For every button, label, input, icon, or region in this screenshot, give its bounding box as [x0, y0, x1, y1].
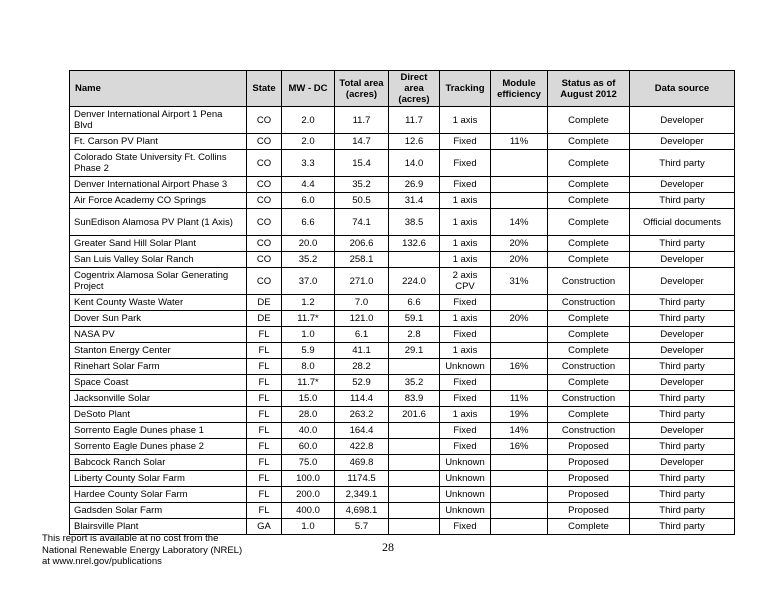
- cell-name: Ft. Carson PV Plant: [70, 134, 247, 150]
- cell-module-efficiency: [491, 375, 548, 391]
- table-row: [70, 359, 735, 375]
- cell-total-area: 52.9: [335, 375, 389, 391]
- cell-mw-dc: 4.4: [282, 177, 335, 193]
- cell-state: DE: [247, 311, 282, 327]
- cell-status: Proposed: [548, 439, 630, 455]
- cell-data-source: Third party: [630, 150, 735, 177]
- cell-name: Cogentrix Alamosa Solar Generating Project: [70, 268, 247, 295]
- cell-total-area: 422.8: [335, 439, 389, 455]
- cell-module-efficiency: [491, 193, 548, 209]
- cell-state: CO: [247, 209, 282, 236]
- cell-state: FL: [247, 343, 282, 359]
- table-row: [70, 177, 735, 193]
- cell-mw-dc: 75.0: [282, 455, 335, 471]
- cell-status: Complete: [548, 311, 630, 327]
- cell-name: Jacksonville Solar: [70, 391, 247, 407]
- cell-direct-area: [389, 519, 440, 535]
- cell-tracking: Fixed: [440, 295, 491, 311]
- cell-state: CO: [247, 107, 282, 134]
- cell-total-area: 6.1: [335, 327, 389, 343]
- cell-total-area: 4,698.1: [335, 503, 389, 519]
- cell-direct-area: [389, 487, 440, 503]
- cell-data-source: Developer: [630, 177, 735, 193]
- cell-tracking: 1 axis: [440, 407, 491, 423]
- cell-mw-dc: 1.2: [282, 295, 335, 311]
- cell-mw-dc: 15.0: [282, 391, 335, 407]
- cell-tracking: 1 axis: [440, 209, 491, 236]
- cell-direct-area: [389, 455, 440, 471]
- table-row: [70, 439, 735, 455]
- cell-name: Blairsville Plant: [70, 519, 247, 535]
- cell-name: NASA PV: [70, 327, 247, 343]
- cell-data-source: Third party: [630, 193, 735, 209]
- cell-status: Complete: [548, 209, 630, 236]
- cell-data-source: Official documents: [630, 209, 735, 236]
- cell-name: Sorrento Eagle Dunes phase 1: [70, 423, 247, 439]
- cell-mw-dc: 100.0: [282, 471, 335, 487]
- cell-module-efficiency: 16%: [491, 439, 548, 455]
- cell-state: FL: [247, 439, 282, 455]
- cell-module-efficiency: [491, 471, 548, 487]
- table-row: [70, 423, 735, 439]
- cell-status: Complete: [548, 327, 630, 343]
- cell-direct-area: 12.6: [389, 134, 440, 150]
- header-module-efficiency: Module efficiency: [491, 71, 548, 107]
- cell-status: Construction: [548, 359, 630, 375]
- cell-data-source: Developer: [630, 327, 735, 343]
- footer-note: [42, 533, 242, 568]
- cell-direct-area: [389, 423, 440, 439]
- cell-total-area: 164.4: [335, 423, 389, 439]
- cell-data-source: Third party: [630, 487, 735, 503]
- table-row: [70, 487, 735, 503]
- cell-direct-area: 6.6: [389, 295, 440, 311]
- cell-status: Complete: [548, 134, 630, 150]
- cell-total-area: 121.0: [335, 311, 389, 327]
- cell-total-area: 7.0: [335, 295, 389, 311]
- cell-mw-dc: 6.0: [282, 193, 335, 209]
- cell-name: Colorado State University Ft. Collins Phase 2: [70, 150, 247, 177]
- cell-module-efficiency: 20%: [491, 311, 548, 327]
- cell-module-efficiency: 11%: [491, 391, 548, 407]
- cell-name: Air Force Academy CO Springs: [70, 193, 247, 209]
- cell-name: Hardee County Solar Farm: [70, 487, 247, 503]
- cell-state: FL: [247, 407, 282, 423]
- table-row: [70, 268, 735, 295]
- cell-tracking: 1 axis: [440, 252, 491, 268]
- cell-total-area: 11.7: [335, 107, 389, 134]
- cell-module-efficiency: 14%: [491, 209, 548, 236]
- cell-tracking: Fixed: [440, 439, 491, 455]
- cell-direct-area: [389, 439, 440, 455]
- cell-state: CO: [247, 252, 282, 268]
- cell-data-source: Developer: [630, 423, 735, 439]
- cell-tracking: 1 axis: [440, 193, 491, 209]
- cell-state: GA: [247, 519, 282, 535]
- cell-mw-dc: 35.2: [282, 252, 335, 268]
- cell-total-area: 114.4: [335, 391, 389, 407]
- data-table-container: [69, 70, 734, 535]
- cell-data-source: Developer: [630, 107, 735, 134]
- cell-tracking: 1 axis: [440, 311, 491, 327]
- cell-name: Stanton Energy Center: [70, 343, 247, 359]
- cell-total-area: 35.2: [335, 177, 389, 193]
- cell-tracking: Unknown: [440, 455, 491, 471]
- cell-state: FL: [247, 503, 282, 519]
- cell-status: Construction: [548, 391, 630, 407]
- cell-status: Proposed: [548, 503, 630, 519]
- cell-total-area: 41.1: [335, 343, 389, 359]
- cell-module-efficiency: [491, 107, 548, 134]
- cell-tracking: Fixed: [440, 423, 491, 439]
- cell-direct-area: [389, 503, 440, 519]
- solar-plants-table: [69, 70, 735, 535]
- cell-direct-area: [389, 471, 440, 487]
- cell-state: DE: [247, 295, 282, 311]
- cell-name: Sorrento Eagle Dunes phase 2: [70, 439, 247, 455]
- cell-direct-area: 31.4: [389, 193, 440, 209]
- cell-direct-area: 2.8: [389, 327, 440, 343]
- cell-state: CO: [247, 193, 282, 209]
- table-row: [70, 375, 735, 391]
- cell-status: Complete: [548, 407, 630, 423]
- cell-mw-dc: 11.7*: [282, 311, 335, 327]
- header-status: Status as of August 2012: [548, 71, 630, 107]
- cell-name: Rinehart Solar Farm: [70, 359, 247, 375]
- table-row: [70, 252, 735, 268]
- header-row: [70, 71, 735, 107]
- cell-name: Greater Sand Hill Solar Plant: [70, 236, 247, 252]
- header-total-area: Total area (acres): [335, 71, 389, 107]
- cell-direct-area: 26.9: [389, 177, 440, 193]
- footer-note-line: This report is available at no cost from the: [42, 533, 219, 544]
- cell-mw-dc: 200.0: [282, 487, 335, 503]
- table-row: [70, 134, 735, 150]
- cell-mw-dc: 40.0: [282, 423, 335, 439]
- cell-tracking: Fixed: [440, 327, 491, 343]
- table-row: [70, 295, 735, 311]
- cell-module-efficiency: 19%: [491, 407, 548, 423]
- cell-mw-dc: 28.0: [282, 407, 335, 423]
- cell-tracking: Fixed: [440, 150, 491, 177]
- cell-state: FL: [247, 487, 282, 503]
- cell-direct-area: 59.1: [389, 311, 440, 327]
- cell-total-area: 5.7: [335, 519, 389, 535]
- cell-status: Complete: [548, 193, 630, 209]
- cell-tracking: Fixed: [440, 177, 491, 193]
- cell-mw-dc: 60.0: [282, 439, 335, 455]
- cell-module-efficiency: [491, 295, 548, 311]
- cell-module-efficiency: 16%: [491, 359, 548, 375]
- cell-module-efficiency: 14%: [491, 423, 548, 439]
- table-row: [70, 150, 735, 177]
- cell-state: CO: [247, 268, 282, 295]
- cell-total-area: 15.4: [335, 150, 389, 177]
- cell-state: CO: [247, 150, 282, 177]
- cell-name: Dover Sun Park: [70, 311, 247, 327]
- cell-direct-area: 201.6: [389, 407, 440, 423]
- cell-module-efficiency: [491, 150, 548, 177]
- footer-note-line: National Renewable Energy Laboratory (NREL): [42, 544, 243, 556]
- cell-total-area: 271.0: [335, 268, 389, 295]
- cell-data-source: Third party: [630, 391, 735, 407]
- cell-tracking: Fixed: [440, 375, 491, 391]
- cell-total-area: 206.6: [335, 236, 389, 252]
- cell-total-area: 2,349.1: [335, 487, 389, 503]
- cell-name: San Luis Valley Solar Ranch: [70, 252, 247, 268]
- cell-tracking: Fixed: [440, 519, 491, 535]
- header-data-source: Data source: [630, 71, 735, 107]
- cell-total-area: 50.5: [335, 193, 389, 209]
- cell-status: Proposed: [548, 455, 630, 471]
- cell-total-area: 28.2: [335, 359, 389, 375]
- cell-total-area: 14.7: [335, 134, 389, 150]
- cell-data-source: Third party: [630, 471, 735, 487]
- cell-state: CO: [247, 236, 282, 252]
- table-row: [70, 503, 735, 519]
- cell-module-efficiency: [491, 487, 548, 503]
- cell-tracking: Fixed: [440, 391, 491, 407]
- cell-name: Gadsden Solar Farm: [70, 503, 247, 519]
- cell-status: Complete: [548, 236, 630, 252]
- cell-tracking: Unknown: [440, 359, 491, 375]
- cell-total-area: 1174.5: [335, 471, 389, 487]
- cell-module-efficiency: [491, 327, 548, 343]
- cell-mw-dc: 1.0: [282, 327, 335, 343]
- cell-status: Complete: [548, 375, 630, 391]
- table-row: [70, 407, 735, 423]
- table-row: [70, 391, 735, 407]
- cell-total-area: 74.1: [335, 209, 389, 236]
- cell-mw-dc: 2.0: [282, 107, 335, 134]
- cell-data-source: Developer: [630, 455, 735, 471]
- cell-tracking: Unknown: [440, 487, 491, 503]
- cell-status: Construction: [548, 295, 630, 311]
- header-state: State: [247, 71, 282, 107]
- cell-state: FL: [247, 423, 282, 439]
- cell-module-efficiency: 20%: [491, 252, 548, 268]
- cell-data-source: Third party: [630, 295, 735, 311]
- cell-tracking: Unknown: [440, 503, 491, 519]
- cell-state: FL: [247, 391, 282, 407]
- table-row: [70, 455, 735, 471]
- cell-data-source: Developer: [630, 134, 735, 150]
- table-body: [70, 107, 735, 535]
- cell-mw-dc: 400.0: [282, 503, 335, 519]
- cell-status: Construction: [548, 268, 630, 295]
- cell-direct-area: [389, 359, 440, 375]
- cell-tracking: Fixed: [440, 134, 491, 150]
- cell-state: FL: [247, 359, 282, 375]
- cell-data-source: Developer: [630, 375, 735, 391]
- cell-state: FL: [247, 455, 282, 471]
- table-row: [70, 327, 735, 343]
- cell-status: Construction: [548, 423, 630, 439]
- cell-mw-dc: 8.0: [282, 359, 335, 375]
- cell-direct-area: 224.0: [389, 268, 440, 295]
- cell-direct-area: 11.7: [389, 107, 440, 134]
- cell-mw-dc: 37.0: [282, 268, 335, 295]
- cell-status: Complete: [548, 107, 630, 134]
- cell-status: Complete: [548, 519, 630, 535]
- cell-state: CO: [247, 177, 282, 193]
- cell-state: FL: [247, 327, 282, 343]
- cell-mw-dc: 11.7*: [282, 375, 335, 391]
- cell-total-area: 258.1: [335, 252, 389, 268]
- cell-name: Space Coast: [70, 375, 247, 391]
- cell-direct-area: [389, 252, 440, 268]
- cell-state: CO: [247, 134, 282, 150]
- cell-module-efficiency: [491, 455, 548, 471]
- cell-mw-dc: 1.0: [282, 519, 335, 535]
- cell-direct-area: 35.2: [389, 375, 440, 391]
- cell-module-efficiency: 20%: [491, 236, 548, 252]
- table-row: [70, 209, 735, 236]
- cell-name: Kent County Waste Water: [70, 295, 247, 311]
- cell-status: Complete: [548, 343, 630, 359]
- cell-status: Proposed: [548, 471, 630, 487]
- cell-data-source: Developer: [630, 252, 735, 268]
- cell-name: Babcock Ranch Solar: [70, 455, 247, 471]
- cell-direct-area: 14.0: [389, 150, 440, 177]
- cell-direct-area: 38.5: [389, 209, 440, 236]
- cell-direct-area: 132.6: [389, 236, 440, 252]
- cell-data-source: Third party: [630, 519, 735, 535]
- cell-data-source: Developer: [630, 268, 735, 295]
- cell-name: DeSoto Plant: [70, 407, 247, 423]
- table-row: [70, 343, 735, 359]
- cell-tracking: 1 axis: [440, 343, 491, 359]
- cell-tracking: 2 axis CPV: [440, 268, 491, 295]
- cell-module-efficiency: 31%: [491, 268, 548, 295]
- cell-data-source: Third party: [630, 311, 735, 327]
- cell-status: Proposed: [548, 487, 630, 503]
- cell-state: FL: [247, 375, 282, 391]
- cell-status: Complete: [548, 252, 630, 268]
- table-row: [70, 236, 735, 252]
- cell-total-area: 263.2: [335, 407, 389, 423]
- header-tracking: Tracking: [440, 71, 491, 107]
- cell-status: Complete: [548, 150, 630, 177]
- cell-mw-dc: 3.3: [282, 150, 335, 177]
- header-name: Name: [70, 71, 247, 107]
- cell-status: Complete: [548, 177, 630, 193]
- header-direct-area: Direct area (acres): [389, 71, 440, 107]
- cell-mw-dc: 2.0: [282, 134, 335, 150]
- cell-data-source: Third party: [630, 236, 735, 252]
- cell-data-source: Third party: [630, 503, 735, 519]
- cell-name: Denver International Airport 1 Pena Blvd: [70, 107, 247, 134]
- cell-name: Denver International Airport Phase 3: [70, 177, 247, 193]
- cell-module-efficiency: [491, 177, 548, 193]
- cell-mw-dc: 6.6: [282, 209, 335, 236]
- footer-note-line: at www.nrel.gov/publications: [42, 556, 162, 567]
- cell-tracking: 1 axis: [440, 107, 491, 134]
- cell-data-source: Third party: [630, 439, 735, 455]
- cell-module-efficiency: [491, 343, 548, 359]
- cell-module-efficiency: 11%: [491, 134, 548, 150]
- cell-mw-dc: 5.9: [282, 343, 335, 359]
- cell-mw-dc: 20.0: [282, 236, 335, 252]
- cell-name: Liberty County Solar Farm: [70, 471, 247, 487]
- cell-state: FL: [247, 471, 282, 487]
- cell-total-area: 469.8: [335, 455, 389, 471]
- page-number: 28: [382, 540, 394, 554]
- cell-data-source: Third party: [630, 407, 735, 423]
- cell-tracking: 1 axis: [440, 236, 491, 252]
- cell-tracking: Unknown: [440, 471, 491, 487]
- table-row: [70, 193, 735, 209]
- cell-name: SunEdison Alamosa PV Plant (1 Axis): [70, 209, 247, 236]
- header-mw-dc: MW - DC: [282, 71, 335, 107]
- cell-module-efficiency: [491, 503, 548, 519]
- table-row: [70, 471, 735, 487]
- table-row: [70, 311, 735, 327]
- cell-direct-area: 83.9: [389, 391, 440, 407]
- cell-data-source: Developer: [630, 343, 735, 359]
- cell-data-source: Third party: [630, 359, 735, 375]
- table-row: [70, 107, 735, 134]
- cell-direct-area: 29.1: [389, 343, 440, 359]
- cell-module-efficiency: [491, 519, 548, 535]
